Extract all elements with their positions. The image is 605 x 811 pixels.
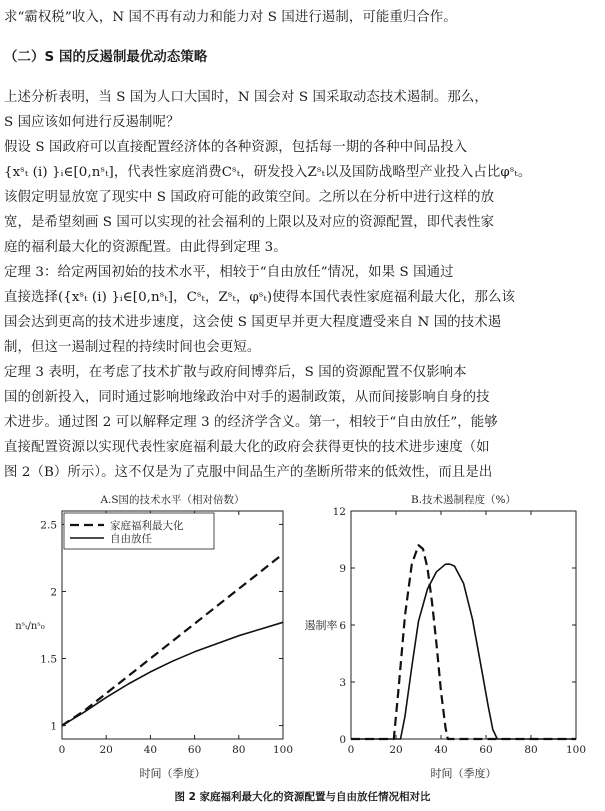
x-tick-label: 60 bbox=[479, 744, 493, 756]
y-tick-label: 2 bbox=[50, 586, 57, 599]
series-line-laissez-faire bbox=[351, 564, 576, 739]
x-tick-label: 0 bbox=[347, 744, 355, 756]
paragraph-line-7: 该假定明显放宽了现实中 S 国政府可能的政策空间。之所以在分析中进行这样的放 bbox=[4, 190, 495, 205]
paragraph-line-18: 图 2（B）所示）。这不仅是为了克服中间品生产的垄断所带来的低效性，而且是出 bbox=[4, 465, 493, 480]
chart-a bbox=[15, 493, 293, 780]
legend-label: 家庭福利最大化 bbox=[110, 520, 184, 532]
y-tick-label: 6 bbox=[339, 620, 346, 632]
paragraph-line-6: {xˢₜ (i) }ᵢ∈[0,nˢₜ]，代表性家庭消费Cˢₜ，研发投入Zˢₜ以及国防战略型产业投入占比φˢₜ。 bbox=[4, 165, 532, 180]
paragraph-line-15: 国的创新投入，同时通过影响地缘政治中对手的遏制政策，从而间接影响自身的技 bbox=[4, 390, 490, 405]
paragraph-line-8: 宽，是希望刻画 S 国可以实现的社会福利的上限以及对应的资源配置，即代表性家 bbox=[4, 215, 495, 230]
series-line-welfare-max bbox=[62, 554, 283, 726]
paragraph-line-5: 假设 S 国政府可以直接配置经济体的各种资源，包括每一期的各种中间品投入 bbox=[4, 140, 468, 155]
y-tick-label: 3 bbox=[339, 677, 346, 689]
x-axis-label: 时间（季度） bbox=[430, 767, 497, 780]
x-axis-label: 时间（季度） bbox=[139, 767, 206, 780]
paragraph-line-14: 定理 3 表明，在考虑了技术扩散与政府间博弈后，S 国的资源配置不仅影响本 bbox=[4, 365, 467, 380]
chart-b bbox=[305, 493, 587, 780]
paragraph-line-17: 直接配置资源以实现代表性家庭福利最大化的政府会获得更快的技术进步速度（如 bbox=[4, 440, 490, 455]
x-tick-label: 20 bbox=[389, 744, 403, 756]
figure-2 bbox=[0, 487, 605, 787]
y-tick-label: 2.5 bbox=[40, 519, 57, 532]
paragraph-line-9: 庭的福利最大化的资源配置。由此得到定理 3。 bbox=[4, 240, 287, 255]
paragraph-line-1: 求“霸权税”收入，N 国不再有动力和能力对 S 国进行遏制，可能重归合作。 bbox=[4, 10, 457, 25]
series-line-laissez-faire bbox=[62, 622, 283, 725]
figure-caption: 图 2 家庭福利最大化的资源配置与自由放任情况相对比 bbox=[174, 791, 431, 803]
x-tick-label: 0 bbox=[58, 744, 66, 756]
y-axis-label: 遏制率 bbox=[304, 619, 338, 632]
y-tick-label: 9 bbox=[339, 563, 346, 575]
legend-label: 自由放任 bbox=[110, 533, 152, 545]
section-heading: （二）S 国的反遏制最优动态策略 bbox=[4, 50, 208, 65]
paragraph-line-4: S 国应该如何进行反遏制呢？ bbox=[4, 115, 180, 130]
x-tick-label: 20 bbox=[99, 744, 113, 756]
paragraph-line-11: 直接选择({xˢₜ (i) }ᵢ∈[0,nˢₜ]，Cˢₜ，Zˢₜ，φˢₜ)使得本国代表性家庭福利最大化，那么该 bbox=[4, 290, 515, 305]
x-tick-label: 60 bbox=[187, 744, 202, 756]
plot-frame bbox=[351, 511, 576, 739]
chart-title: A.S国的技术水平（相对倍数） bbox=[100, 494, 245, 506]
chart-title: B.技术遏制程度（%） bbox=[410, 494, 517, 506]
paragraph-line-12: 国会达到更高的技术进步速度，这会使 S 国更早并更大程度遭受来自 N 国的技术遏 bbox=[4, 315, 502, 330]
y-tick-label: 1 bbox=[50, 720, 57, 733]
x-tick-label: 80 bbox=[232, 744, 246, 756]
paragraph-line-3: 上述分析表明，当 S 国为人口大国时，N 国会对 S 国采取动态技术遏制。那么， bbox=[4, 90, 488, 105]
paragraph-line-10: 定理 3：给定两国初始的技术水平，相较于“自由放任”情况，如果 S 国通过 bbox=[4, 265, 454, 280]
y-tick-label: 12 bbox=[332, 506, 346, 518]
x-tick-label: 80 bbox=[524, 744, 538, 756]
y-tick-label: 1.5 bbox=[40, 653, 57, 666]
paragraph-line-16: 术进步。通过图 2 可以解释定理 3 的经济学含义。第一，相较于“自由放任”，能够 bbox=[4, 415, 498, 430]
y-tick-label: 0 bbox=[339, 734, 346, 746]
x-tick-label: 100 bbox=[565, 744, 587, 756]
series-line-welfare-max bbox=[351, 545, 576, 739]
y-axis-label: nˢₜ/nˢ₀ bbox=[15, 621, 45, 632]
x-tick-label: 40 bbox=[143, 744, 158, 756]
paragraph-line-13: 制，但这一遏制过程的持续时间也会更短。 bbox=[4, 340, 261, 355]
x-tick-label: 100 bbox=[272, 744, 294, 756]
x-tick-label: 40 bbox=[434, 744, 448, 756]
